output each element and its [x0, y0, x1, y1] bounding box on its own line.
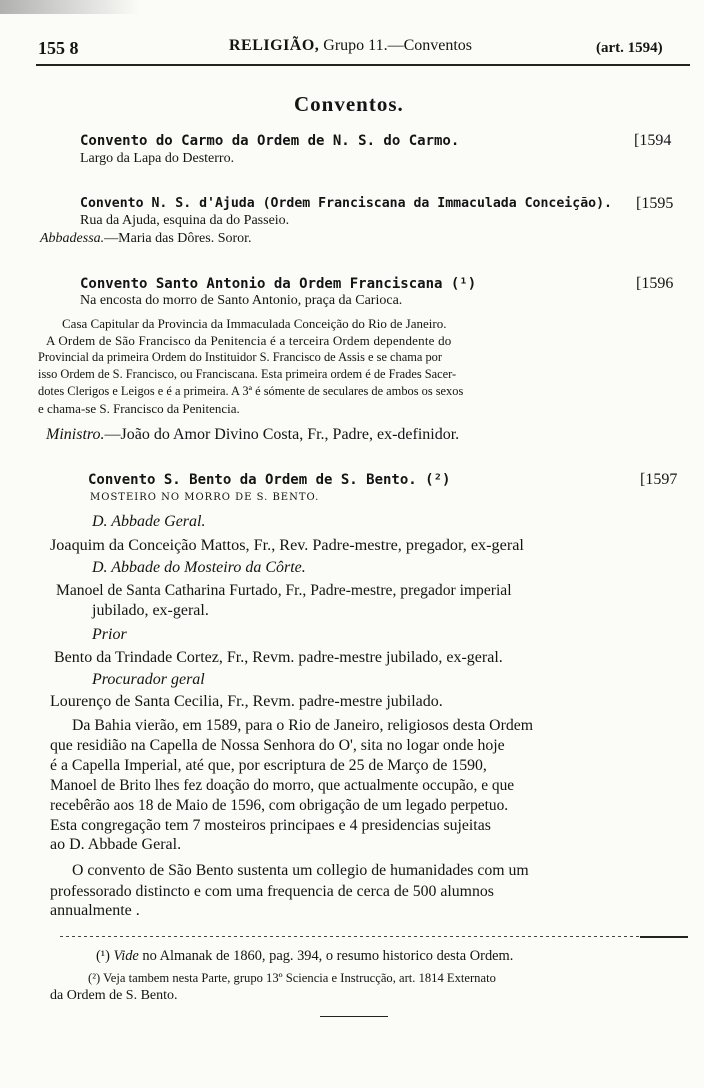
officer-role: D. Abbade do Mosteiro da Côrte. [92, 559, 306, 576]
officer-name: Lourenço de Santa Cecilia, Fr., Revm. padre-mestre jubilado. [50, 693, 443, 710]
entry-address-1594: Largo da Lapa do Desterro. [80, 151, 235, 166]
officer-name: Bento da Trindade Cortez, Fr., Revm. padre-mestre jubilado, ex-geral. [54, 649, 503, 666]
paragraph-line: professorado distincto e com uma frequencia de cerca de 500 alumnos [50, 883, 494, 900]
entry-subtitle-1597: MOSTEIRO NO MORRO DE S. BENTO. [90, 492, 320, 503]
article-ref: (art. 1594) [596, 40, 663, 56]
role-name: —João do Amor Divino Costa, Fr., Padre, ex-definidor. [104, 426, 460, 443]
footnote-lead: Vide [113, 948, 139, 964]
entry-address-1596: Na encosta do morro de Santo Antonio, praça da Carioca. [80, 293, 403, 308]
entry-role-line-1596 [46, 426, 459, 444]
officer-name: Joaquim da Conceição Mattos, Fr., Rev. Padre-mestre, pregador, ex-geral [50, 536, 524, 554]
paragraph-line: Da Bahia vierão, em 1589, para o Rio de Janeiro, religiosos desta Ordem [72, 717, 534, 734]
footnote-2 [88, 971, 496, 986]
footnote-text: no Almanak de 1860, pag. 394, o resumo historico desta Ordem. [138, 948, 514, 964]
paragraph-line: que residião na Capella de Nossa Senhora do O', sita no logar onde hoje [50, 737, 505, 754]
entry-number-1597: [1597 [640, 471, 678, 488]
page-number: 155 8 [38, 38, 79, 58]
paragraph-line: annualmente . [50, 902, 140, 919]
footnote-1 [96, 948, 513, 965]
entry-role-line-1595 [40, 231, 252, 247]
entry-number-1596: [1596 [636, 275, 674, 292]
footnote-text: Veja tambem nesta Parte, grupo 13º Sciencia e Instrucção, art. 1814 Externato [103, 971, 496, 985]
officer-role: D. Abbade Geral. [92, 513, 206, 530]
entry-title-1594: Convento do Carmo da Ordem de N. S. do Carmo. [80, 133, 460, 149]
body-line: Casa Capitular da Provincia da Immaculada Conceição do Rio de Janeiro. [62, 316, 447, 331]
footnote-mark: (²) [88, 971, 101, 985]
body-line: A Ordem de São Francisco da Penitencia é a terceira Ordem dependente do [46, 333, 452, 348]
footnote-rule [640, 936, 688, 938]
body-line: dotes Clerigos e Leigos e é a primeira. A 3ª é sómente de seculares de ambos os sexos [38, 384, 464, 398]
header-rule [36, 64, 690, 66]
body-line: Provincial da primeira Ordem do Instituidor S. Francisco de Assis e se chama por [38, 350, 442, 364]
entry-title-1597: Convento S. Bento da Ordem de S. Bento. (²) [88, 472, 451, 488]
end-rule [320, 1016, 388, 1017]
entry-address-1595: Rua da Ajuda, esquina da do Passeio. [80, 213, 290, 228]
officer-role: Procurador geral [92, 671, 205, 688]
running-title-rest: Grupo 11.—Conventos [319, 37, 473, 54]
officer-name: Manoel de Santa Catharina Furtado, Fr., Padre-mestre, pregador imperial [56, 582, 512, 599]
running-title [229, 37, 472, 55]
entry-title-1596: Convento Santo Antonio da Ordem Franciscana (¹) [80, 276, 477, 292]
footnote-2-cont: da Ordem de S. Bento. [50, 988, 178, 1003]
scan-smudge [0, 0, 140, 14]
entry-title-1595: Convento N. S. d'Ajuda (Ordem Franciscana da Immaculada Conceição). [80, 196, 612, 211]
paragraph-line: é a Capella Imperial, até que, por escriptura de 25 de Março de 1590, [50, 757, 487, 774]
paragraph-line: O convento de São Bento sustenta um collegio de humanidades com um [72, 862, 529, 879]
role-label: Ministro. [46, 426, 105, 443]
paragraph-line: recebêrão aos 18 de Maio de 1596, com obrigação de um legado perpetuo. [50, 797, 509, 814]
body-line: isso Ordem de S. Francisco, ou Franciscana. Esta primeira ordem é de Frades Sacer- [38, 367, 457, 381]
footnote-mark: (¹) [96, 948, 110, 964]
paragraph-line: Esta congregação tem 7 mosteiros principaes e 4 presidencias sujeitas [50, 817, 491, 834]
entry-number-1595: [1595 [636, 195, 674, 212]
footnote-dotted-rule [60, 936, 688, 937]
paragraph-line: Manoel de Brito lhes fez doação do morro, que actualmente occupão, e que [50, 777, 515, 794]
officer-name-cont: jubilado, ex-geral. [92, 602, 209, 619]
role-label: Abbadessa. [40, 231, 105, 246]
running-title-bold: RELIGIÃO, [229, 37, 320, 54]
paragraph-line: ao D. Abbade Geral. [50, 836, 182, 853]
section-title: Conventos. [294, 92, 404, 116]
role-name: —Maria das Dôres. Soror. [104, 231, 252, 246]
body-line: e chama-se S. Francisco da Penitencia. [38, 401, 240, 416]
entry-number-1594: [1594 [634, 132, 672, 149]
officer-role: Prior [92, 626, 127, 643]
